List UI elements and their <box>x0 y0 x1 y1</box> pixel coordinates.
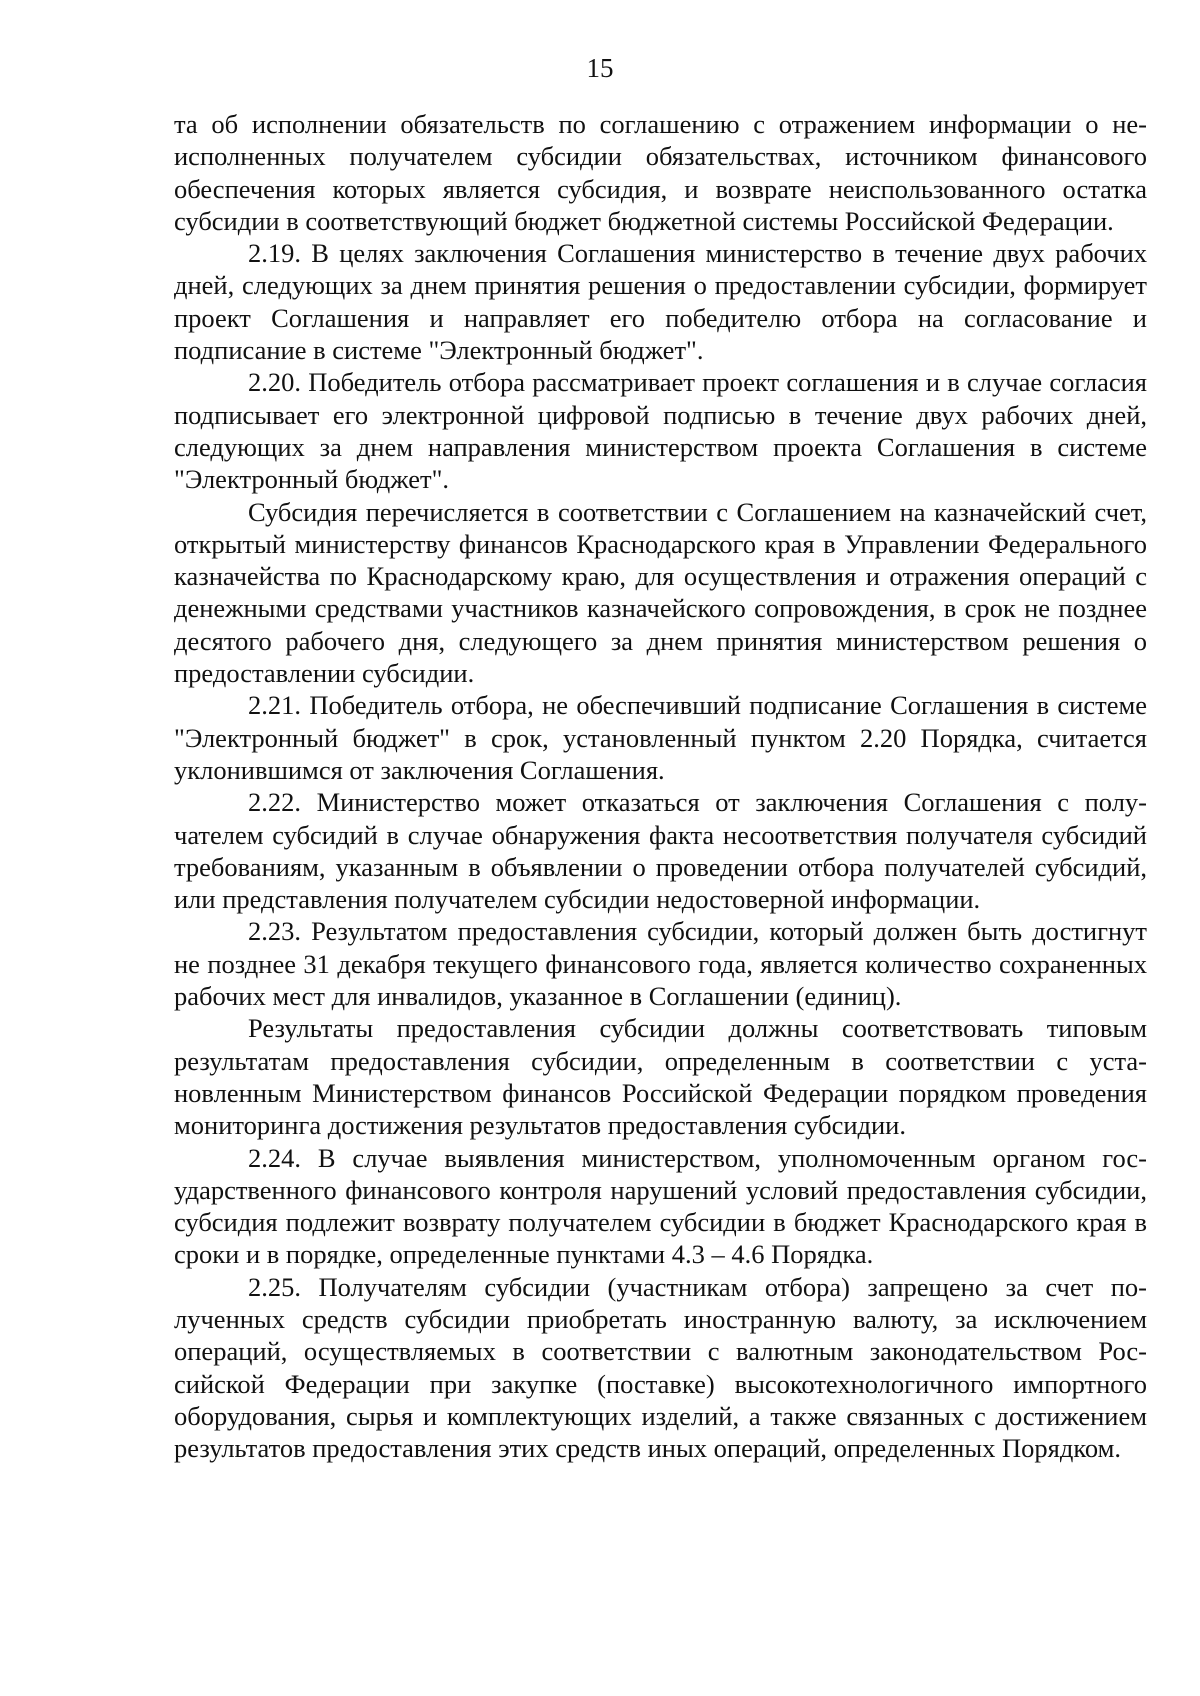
paragraph-subsidy-transfer: Субсидия перечисляется в соответствии с Соглашением на казначейский счет, открытый министерству финансов Краснодарского края в Управлении Федерального казначейства по Краснодарскому краю, для осуществления и отражения операций с денежными средствами участников казначейского сопровождения, в срок не позднее десятого рабочего дня, следующего за днем принятия министерством решения о предоставлении субсидии. <box>174 496 1147 689</box>
paragraph-2-21: 2.21. Победитель отбора, не обеспечивший подписание Соглашения в системе "Электронный бюджет" в срок, установленный пунктом 2.20 Порядка, считается уклонившимся от заключения Соглашения. <box>174 690 1147 785</box>
paragraph-2-25: 2.25. Получателям субсидии (участникам отбора) запрещено за счет полученных средств субсидии приобретать иностранную валюту, за исключением операций, осуществляемых в соответствии с валютным законодательством Российской Федерации при закупке (поставке) высокотехнологичного импортного оборудования, сырья и комплектующих изделий, а также связанных с достижением результатов предоставления этих средств иных операций, определенных Порядком. <box>174 1271 1147 1464</box>
paragraph-2-22: 2.22. Министерство может отказаться от заключения Соглашения с получателем субсидий в случае обнаружения факта несоответствия получателя субсидий требованиям, указанным в объявлении о проведении отбора получателей субсидий, или представления получателем субсидии недостоверной информации. <box>174 787 1147 915</box>
paragraph-2-23: 2.23. Результатом предоставления субсидии, который должен быть достигнут не позднее 31 декабря текущего финансового года, является количество сохраненных рабочих мест для инвалидов, указанное в Соглашении (единиц). <box>174 916 1147 1012</box>
document-body <box>174 108 1147 1464</box>
paragraph-2-19: 2.19. В целях заключения Соглашения министерство в течение двух рабочих дней, следующих за днем принятия решения о предоставлении субсидии, формирует проект Соглашения и направляет его победителю отбора на согласование и подписание в системе "Электронный бюджет". <box>174 238 1147 366</box>
paragraph-2-20: 2.20. Победитель отбора рассматривает проект соглашения и в случае согласия подписывает его электронной цифровой подписью в течение двух рабочих дней, следующих за днем направления министерством проекта Соглашения в системе "Электронный бюджет". <box>174 367 1147 495</box>
paragraph-subsidy-results: Результаты предоставления субсидии должны соответствовать типовым результатам предоставления субсидии, определенным в соответствии с установленным Министерством финансов Российской Федерации порядком проведения мониторинга достижения результатов предоставления субсидии. <box>174 1013 1147 1141</box>
paragraph-2-24: 2.24. В случае выявления министерством, уполномоченным органом государственного финансового контроля нарушений условий предоставления субсидии, субсидия подлежит возврату получателем субсидии в бюджет Краснодарского края в сроки и в порядке, определенные пунктами 4.3 – 4.6 Порядка. <box>174 1142 1147 1270</box>
paragraph-continuation: та об исполнении обязательств по соглашению с отражением информации о неисполненных получателем субсидии обязательствах, источником финансового обеспечения которых является субсидия, и возврате неиспользованного остатка субсидии в соответствующий бюджет бюджетной системы Российской Федерации. <box>174 109 1147 236</box>
page-number: 15 <box>586 53 614 83</box>
